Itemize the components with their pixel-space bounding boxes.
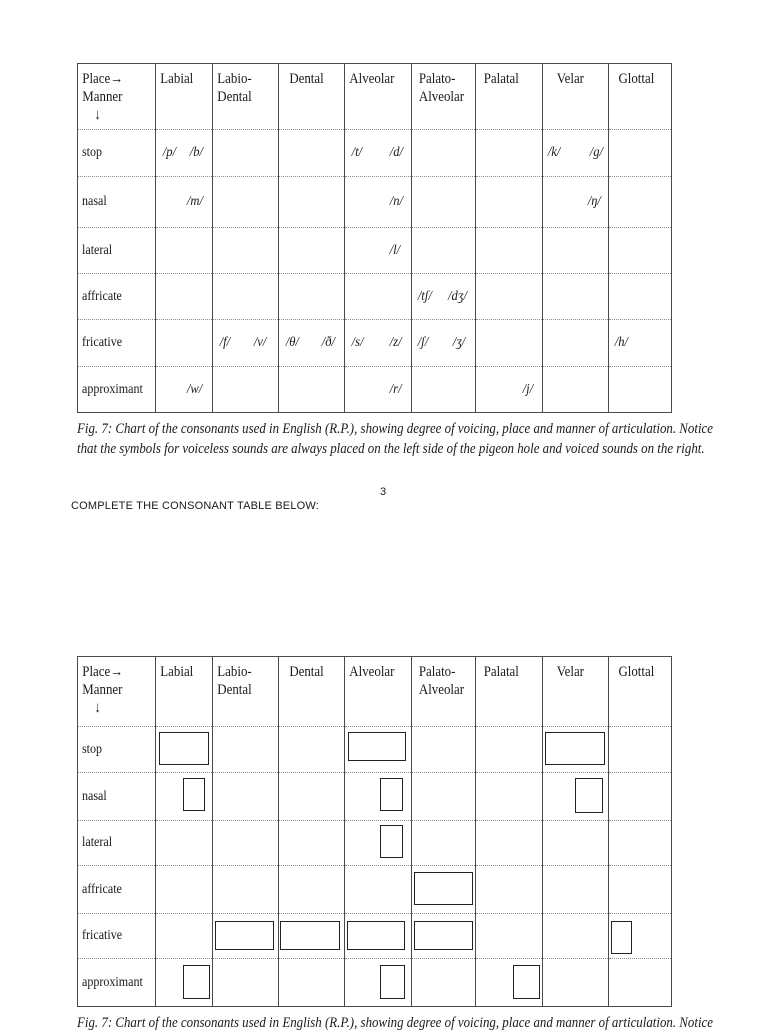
cell-approximant-dental xyxy=(279,959,345,1007)
cell-lateral-dental xyxy=(279,228,345,274)
cell-lateral-palatal xyxy=(476,821,543,866)
cell-affricate-glottal xyxy=(609,866,672,914)
symbol-f: /f/ xyxy=(219,335,231,350)
cell-lateral-dental xyxy=(279,821,345,866)
cell-lateral-labio-dental xyxy=(213,821,279,866)
cell-affricate-labio-dental xyxy=(213,866,279,914)
cell-nasal-glottal xyxy=(609,773,672,821)
symbol-dzh: /dʒ/ xyxy=(448,288,467,304)
cell-lateral-alveolar xyxy=(345,228,412,274)
header-glottal: Glottal xyxy=(609,64,672,130)
cell-nasal-dental xyxy=(279,177,345,228)
cell-nasal-palatal xyxy=(476,773,543,821)
cell-fricative-alveolar xyxy=(345,914,412,959)
manner-fricative: fricative xyxy=(78,914,156,959)
cell-nasal-alveolar xyxy=(345,773,412,821)
manner-affricate: affricate xyxy=(78,274,156,320)
cell-nasal-labial xyxy=(156,773,213,821)
cell-lateral-glottal xyxy=(609,228,672,274)
consonant-chart-exercise xyxy=(77,656,672,1007)
cell-stop-labial xyxy=(156,130,213,177)
manner-stop: stop xyxy=(78,130,156,177)
manner-fricative: fricative xyxy=(78,320,156,367)
cell-lateral-labial xyxy=(156,228,213,274)
cell-affricate-alveolar xyxy=(345,274,412,320)
cell-fricative-palato-alveolar xyxy=(412,320,476,367)
place-manner-header: Place→ Manner ↓ xyxy=(78,657,156,727)
cell-fricative-velar xyxy=(543,320,609,367)
header-glottal: Glottal xyxy=(609,657,672,727)
answer-box-fricative-labio-dental[interactable] xyxy=(215,921,274,950)
cell-stop-labial xyxy=(156,727,213,773)
cell-fricative-dental xyxy=(279,914,345,959)
symbol-g: /g/ xyxy=(589,145,604,160)
cell-stop-labio-dental xyxy=(213,130,279,177)
cell-affricate-palatal xyxy=(476,866,543,914)
cell-nasal-palato-alveolar xyxy=(412,773,476,821)
cell-affricate-labial xyxy=(156,274,213,320)
cell-fricative-velar xyxy=(543,914,609,959)
cell-fricative-labio-dental xyxy=(213,914,279,959)
cell-fricative-labio-dental xyxy=(213,320,279,367)
cell-approximant-alveolar xyxy=(345,367,412,413)
cell-nasal-labial xyxy=(156,177,213,228)
cell-stop-glottal xyxy=(609,130,672,177)
answer-box-fricative-alveolar[interactable] xyxy=(347,921,405,950)
header-palatal: Palatal xyxy=(476,64,543,130)
cell-fricative-dental xyxy=(279,320,345,367)
answer-box-nasal-velar[interactable] xyxy=(575,778,603,813)
cell-lateral-labial xyxy=(156,821,213,866)
symbol-l: /l/ xyxy=(389,242,401,258)
answer-box-nasal-alveolar[interactable] xyxy=(380,778,403,811)
cell-approximant-labio-dental xyxy=(213,367,279,413)
cell-affricate-velar xyxy=(543,274,609,320)
cell-approximant-labio-dental xyxy=(213,959,279,1007)
cell-stop-dental xyxy=(279,130,345,177)
cell-stop-alveolar xyxy=(345,130,412,177)
header-labio-dental: Labio- Dental xyxy=(213,657,279,727)
cell-nasal-alveolar xyxy=(345,177,412,228)
cell-nasal-velar xyxy=(543,773,609,821)
cell-affricate-palatal xyxy=(476,274,543,320)
symbol-n: /n/ xyxy=(389,194,404,209)
cell-approximant-velar xyxy=(543,959,609,1007)
cell-affricate-palato-alveolar xyxy=(412,274,476,320)
symbol-t: /t/ xyxy=(351,145,363,160)
cell-approximant-palatal xyxy=(476,367,543,413)
cell-stop-dental xyxy=(279,727,345,773)
cell-fricative-alveolar xyxy=(345,320,412,367)
cell-fricative-palatal xyxy=(476,320,543,367)
cell-lateral-velar xyxy=(543,821,609,866)
cell-affricate-labial xyxy=(156,866,213,914)
cell-affricate-alveolar xyxy=(345,866,412,914)
cell-stop-labio-dental xyxy=(213,727,279,773)
answer-box-affricate-palato-alveolar[interactable] xyxy=(414,872,473,905)
answer-box-fricative-palato-alveolar[interactable] xyxy=(414,921,473,950)
header-labial: Labial xyxy=(156,64,213,130)
symbol-b: /b/ xyxy=(189,145,204,160)
cell-nasal-labio-dental xyxy=(213,177,279,228)
manner-approximant: approximant xyxy=(78,367,156,413)
symbol-p: /p/ xyxy=(162,145,177,160)
symbol-s: /s/ xyxy=(351,335,364,350)
answer-box-approximant-palatal[interactable] xyxy=(513,965,540,999)
cell-approximant-palatal xyxy=(476,959,543,1007)
manner-nasal: nasal xyxy=(78,177,156,228)
figure-caption-bottom: Fig. 7: Chart of the consonants used in English (R.P.), showing degree of voicing, place and manner of articulation. Notice xyxy=(77,1015,713,1031)
cell-stop-velar xyxy=(543,130,609,177)
cell-approximant-glottal xyxy=(609,367,672,413)
answer-box-approximant-labial[interactable] xyxy=(183,965,210,999)
symbol-th: /θ/ xyxy=(285,335,299,350)
cell-affricate-labio-dental xyxy=(213,274,279,320)
cell-lateral-palatal xyxy=(476,228,543,274)
symbol-w: /w/ xyxy=(186,381,203,397)
cell-affricate-glottal xyxy=(609,274,672,320)
cell-approximant-labial xyxy=(156,959,213,1007)
cell-affricate-dental xyxy=(279,866,345,914)
cell-approximant-labial xyxy=(156,367,213,413)
cell-nasal-palato-alveolar xyxy=(412,177,476,228)
answer-box-stop-alveolar[interactable] xyxy=(348,732,406,761)
cell-nasal-dental xyxy=(279,773,345,821)
cell-affricate-palato-alveolar xyxy=(412,866,476,914)
instruction-text: COMPLETE THE CONSONANT TABLE BELOW: xyxy=(71,500,320,512)
cell-lateral-glottal xyxy=(609,821,672,866)
symbol-dh: /ð/ xyxy=(321,335,336,350)
answer-box-nasal-labial[interactable] xyxy=(183,778,205,811)
cell-fricative-labial xyxy=(156,914,213,959)
header-velar: Velar xyxy=(543,64,609,130)
symbol-ng: /ŋ/ xyxy=(587,194,601,209)
consonant-chart-filled xyxy=(77,63,672,413)
cell-fricative-palatal xyxy=(476,914,543,959)
answer-box-approximant-alveolar[interactable] xyxy=(380,965,405,999)
cell-affricate-velar xyxy=(543,866,609,914)
cell-approximant-dental xyxy=(279,367,345,413)
symbol-j: /j/ xyxy=(522,381,534,397)
cell-approximant-palato-alveolar xyxy=(412,367,476,413)
header-palato-alveolar: Palato- Alveolar xyxy=(412,657,476,727)
header-labial: Labial xyxy=(156,657,213,727)
cell-nasal-glottal xyxy=(609,177,672,228)
symbol-v: /v/ xyxy=(253,335,267,350)
manner-affricate: affricate xyxy=(78,866,156,914)
header-dental: Dental xyxy=(279,657,345,727)
cell-fricative-glottal xyxy=(609,320,672,367)
header-velar: Velar xyxy=(543,657,609,727)
cell-fricative-palato-alveolar xyxy=(412,914,476,959)
page-number: 3 xyxy=(380,486,387,498)
cell-stop-glottal xyxy=(609,727,672,773)
header-dental: Dental xyxy=(279,64,345,130)
symbol-zh: /ʒ/ xyxy=(452,335,466,350)
cell-stop-palato-alveolar xyxy=(412,727,476,773)
manner-lateral: lateral xyxy=(78,228,156,274)
cell-lateral-labio-dental xyxy=(213,228,279,274)
place-manner-header: Place→ Manner ↓ xyxy=(78,64,156,130)
cell-affricate-dental xyxy=(279,274,345,320)
manner-lateral: lateral xyxy=(78,821,156,866)
symbol-sh: /ʃ/ xyxy=(417,335,429,350)
cell-lateral-alveolar xyxy=(345,821,412,866)
manner-stop: stop xyxy=(78,727,156,773)
cell-stop-palatal xyxy=(476,727,543,773)
cell-stop-palato-alveolar xyxy=(412,130,476,177)
cell-stop-alveolar xyxy=(345,727,412,773)
cell-nasal-palatal xyxy=(476,177,543,228)
header-alveolar: Alveolar xyxy=(345,64,412,130)
header-labio-dental: Labio- Dental xyxy=(213,64,279,130)
cell-nasal-labio-dental xyxy=(213,773,279,821)
cell-lateral-palato-alveolar xyxy=(412,821,476,866)
manner-approximant: approximant xyxy=(78,959,156,1007)
cell-fricative-glottal xyxy=(609,914,672,959)
cell-lateral-velar xyxy=(543,228,609,274)
manner-nasal: nasal xyxy=(78,773,156,821)
cell-nasal-velar xyxy=(543,177,609,228)
answer-box-fricative-glottal[interactable] xyxy=(611,921,632,954)
cell-lateral-palato-alveolar xyxy=(412,228,476,274)
cell-stop-velar xyxy=(543,727,609,773)
header-palato-alveolar: Palato- Alveolar xyxy=(412,64,476,130)
symbol-d: /d/ xyxy=(389,145,404,160)
symbol-k: /k/ xyxy=(547,145,561,160)
cell-approximant-alveolar xyxy=(345,959,412,1007)
header-palatal: Palatal xyxy=(476,657,543,727)
cell-approximant-velar xyxy=(543,367,609,413)
cell-approximant-palato-alveolar xyxy=(412,959,476,1007)
symbol-ch: /tʃ/ xyxy=(417,288,432,304)
answer-box-stop-velar[interactable] xyxy=(545,732,605,765)
figure-caption-top: Fig. 7: Chart of the consonants used in English (R.P.), showing degree of voicing, place and manner of articulation. Notice that the symbols for voiceless sounds are always placed on the left side of the pigeon hole and voiced sounds on the right. xyxy=(77,421,713,457)
header-alveolar: Alveolar xyxy=(345,657,412,727)
symbol-h: /h/ xyxy=(614,335,629,350)
symbol-r: /r/ xyxy=(389,381,402,397)
cell-fricative-labial xyxy=(156,320,213,367)
answer-box-lateral-alveolar[interactable] xyxy=(380,825,403,858)
answer-box-stop-labial[interactable] xyxy=(159,732,209,765)
cell-stop-palatal xyxy=(476,130,543,177)
cell-approximant-glottal xyxy=(609,959,672,1007)
symbol-m: /m/ xyxy=(186,194,203,209)
symbol-z: /z/ xyxy=(389,335,402,350)
answer-box-fricative-dental[interactable] xyxy=(280,921,340,950)
